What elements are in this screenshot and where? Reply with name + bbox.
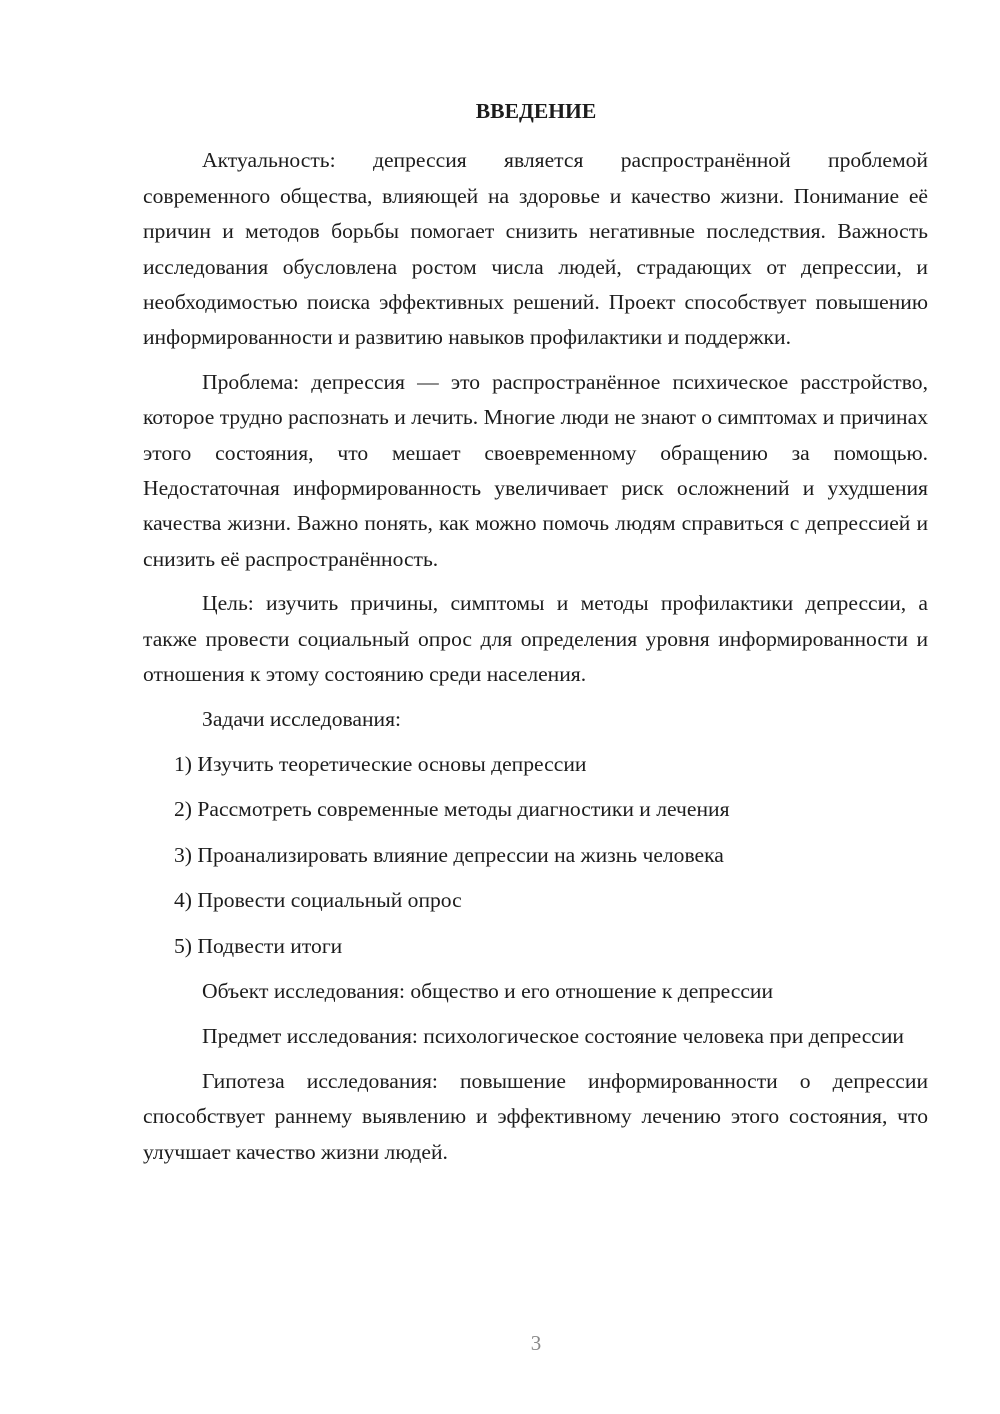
tasks-list <box>143 747 928 964</box>
object-paragraph: Объект исследования: общество и его отношение к депрессии <box>202 978 774 1003</box>
task-item: 3) Проанализировать влияние депрессии на жизнь человека <box>174 842 724 867</box>
task-item: 4) Провести социальный опрос <box>174 888 462 913</box>
hypothesis-paragraph: Гипотеза исследования: повышение информированности о депрессии способствует раннему выявлению и эффективному лечению этого состояния, что улучшает качество жизни людей. <box>143 1068 928 1164</box>
tasks-heading: Задачи исследования: <box>202 706 402 731</box>
task-item: 1) Изучить теоретические основы депрессии <box>174 751 587 776</box>
page-content <box>143 94 928 1179</box>
page-number: 3 <box>530 1331 542 1355</box>
subject-paragraph: Предмет исследования: психологическое состояние человека при депрессии <box>202 1024 904 1049</box>
goal-paragraph: Цель: изучить причины, симптомы и методы профилактики депрессии, а также провести социальный опрос для определения уровня информированности и отношения к этому состоянию среди населения. <box>143 591 928 687</box>
relevance-paragraph: Актуальность: депрессия является распространённой проблемой современного общества, влияющей на здоровье и качество жизни. Понимание её причин и методов борьбы помогает снизить негативные последствия. Важность исследования обусловлена ростом числа людей, страдающих от депрессии, и необходимостью поиска эффективных решений. Проект способствует повышению информированности и развитию навыков профилактики и поддержки. <box>143 148 928 350</box>
section-title: ВВЕДЕНИЕ <box>475 99 597 123</box>
task-item: 5) Подвести итоги <box>174 933 343 958</box>
task-item: 2) Рассмотреть современные методы диагностики и лечения <box>174 797 730 822</box>
problem-paragraph: Проблема: депрессия — это распространённое психическое расстройство, которое трудно распознать и лечить. Многие люди не знают о симптомах и причинах этого состояния, что мешает своевременному обращению за помощью. Недостаточная информированность увеличивает риск осложнений и ухудшения качества жизни. Важно понять, как можно помочь людям справиться с депрессией и снизить её распространённость. <box>143 369 928 571</box>
